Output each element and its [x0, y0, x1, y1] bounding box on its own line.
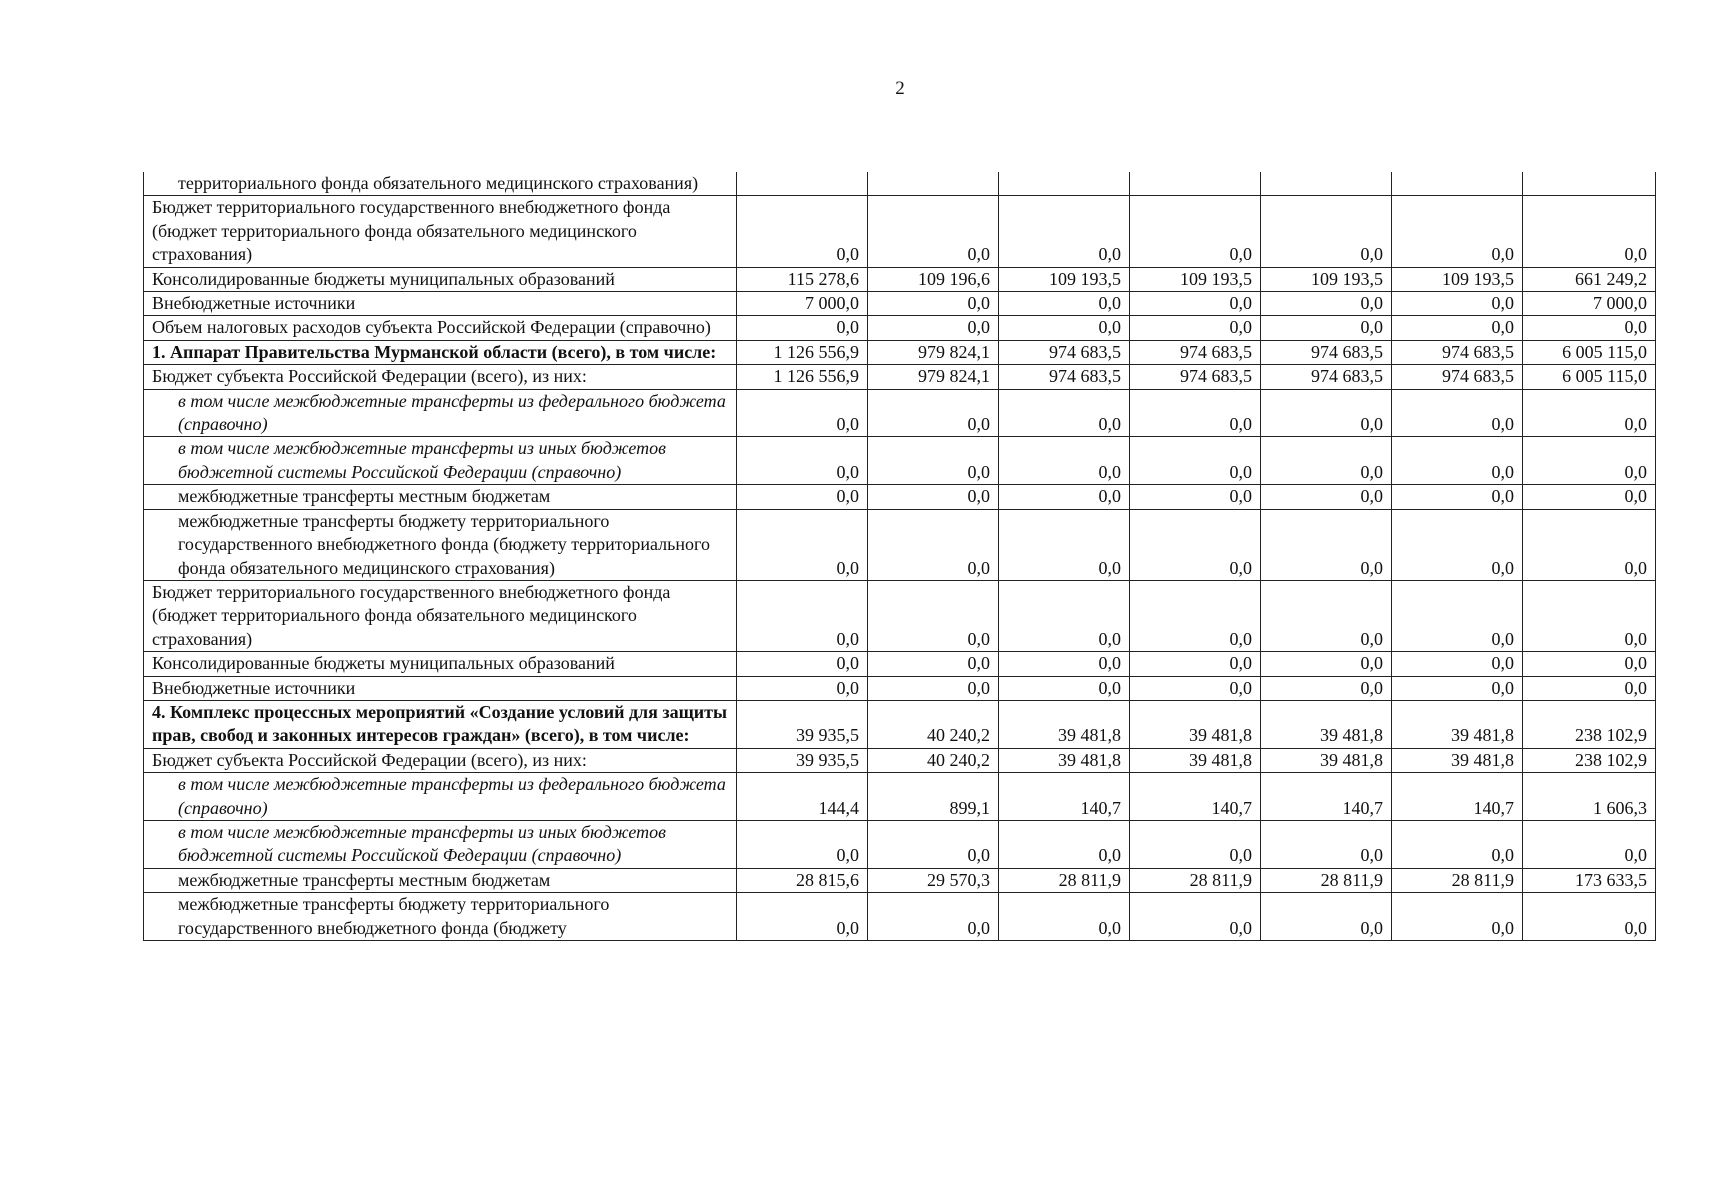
- row-label: территориального фонда обязательного медицинского страхования): [144, 172, 737, 196]
- value-cell: 0,0: [868, 316, 999, 340]
- value-cell: 0,0: [1392, 292, 1523, 316]
- row-label: в том числе межбюджетные трансферты из иных бюджетов бюджетной системы Российской Федерации (справочно): [144, 437, 737, 485]
- value-cell: 0,0: [1392, 820, 1523, 868]
- value-cell: 109 193,5: [1130, 267, 1261, 291]
- value-cell: 1 126 556,9: [737, 365, 868, 389]
- row-label: Бюджет субъекта Российской Федерации (всего), из них:: [144, 748, 737, 772]
- value-cell: 0,0: [1392, 316, 1523, 340]
- value-cell: 0,0: [1130, 676, 1261, 700]
- value-cell: [868, 172, 999, 196]
- value-cell: [1130, 172, 1261, 196]
- value-cell: 0,0: [737, 820, 868, 868]
- value-cell: 0,0: [1392, 580, 1523, 651]
- value-cell: 39 481,8: [999, 700, 1130, 748]
- value-cell: 0,0: [868, 437, 999, 485]
- value-cell: 0,0: [1261, 485, 1392, 509]
- value-cell: 974 683,5: [999, 365, 1130, 389]
- row-label: межбюджетные трансферты местным бюджетам: [144, 485, 737, 509]
- value-cell: 0,0: [737, 652, 868, 676]
- table-row: [144, 485, 1656, 509]
- budget-table: [143, 172, 1656, 941]
- value-cell: 974 683,5: [1261, 340, 1392, 364]
- value-cell: 0,0: [1130, 292, 1261, 316]
- table-row: [144, 580, 1656, 651]
- row-label: Объем налоговых расходов субъекта Российской Федерации (справочно): [144, 316, 737, 340]
- value-cell: 0,0: [1130, 437, 1261, 485]
- value-cell: 28 811,9: [999, 868, 1130, 892]
- page-number: 2: [895, 78, 905, 99]
- table-row: [144, 820, 1656, 868]
- value-cell: 0,0: [1523, 485, 1656, 509]
- value-cell: 974 683,5: [1130, 340, 1261, 364]
- value-cell: 0,0: [737, 509, 868, 580]
- table-row: [144, 773, 1656, 821]
- budget-table-body: [144, 172, 1656, 941]
- value-cell: 140,7: [1130, 773, 1261, 821]
- value-cell: 39 481,8: [1130, 748, 1261, 772]
- value-cell: 0,0: [1261, 316, 1392, 340]
- value-cell: 39 935,5: [737, 700, 868, 748]
- value-cell: 140,7: [1261, 773, 1392, 821]
- value-cell: 7 000,0: [737, 292, 868, 316]
- row-label: Бюджет территориального государственного внебюджетного фонда (бюджет территориального фонда обязательного медицинского страхования): [144, 580, 737, 651]
- value-cell: 0,0: [1130, 509, 1261, 580]
- value-cell: 39 481,8: [1392, 700, 1523, 748]
- value-cell: [1523, 172, 1656, 196]
- value-cell: 0,0: [1261, 893, 1392, 941]
- value-cell: [1392, 172, 1523, 196]
- value-cell: 0,0: [1392, 509, 1523, 580]
- value-cell: 0,0: [868, 389, 999, 437]
- table-row: [144, 292, 1656, 316]
- row-label: Внебюджетные источники: [144, 292, 737, 316]
- value-cell: 0,0: [868, 820, 999, 868]
- row-label: Бюджет территориального государственного внебюджетного фонда (бюджет территориального фонда обязательного медицинского страхования): [144, 196, 737, 267]
- value-cell: [737, 172, 868, 196]
- value-cell: 7 000,0: [1523, 292, 1656, 316]
- value-cell: 0,0: [1392, 196, 1523, 267]
- row-label: межбюджетные трансферты бюджету территориального государственного внебюджетного фонда (бюджету: [144, 893, 737, 941]
- value-cell: 0,0: [868, 676, 999, 700]
- value-cell: 0,0: [999, 676, 1130, 700]
- value-cell: 0,0: [1523, 893, 1656, 941]
- row-label: 1. Аппарат Правительства Мурманской области (всего), в том числе:: [144, 340, 737, 364]
- value-cell: 238 102,9: [1523, 700, 1656, 748]
- value-cell: 0,0: [868, 292, 999, 316]
- value-cell: 0,0: [999, 437, 1130, 485]
- value-cell: 0,0: [1261, 509, 1392, 580]
- value-cell: 39 481,8: [1392, 748, 1523, 772]
- value-cell: 0,0: [737, 389, 868, 437]
- value-cell: 28 811,9: [1130, 868, 1261, 892]
- value-cell: 0,0: [868, 196, 999, 267]
- value-cell: 974 683,5: [1130, 365, 1261, 389]
- value-cell: 28 811,9: [1392, 868, 1523, 892]
- value-cell: 974 683,5: [1261, 365, 1392, 389]
- table-row: [144, 316, 1656, 340]
- value-cell: 0,0: [1523, 509, 1656, 580]
- value-cell: 0,0: [1523, 437, 1656, 485]
- value-cell: 0,0: [1261, 196, 1392, 267]
- row-label: Консолидированные бюджеты муниципальных образований: [144, 652, 737, 676]
- table-row: [144, 340, 1656, 364]
- value-cell: 0,0: [868, 509, 999, 580]
- value-cell: 0,0: [1392, 676, 1523, 700]
- table-row: [144, 676, 1656, 700]
- value-cell: 0,0: [1261, 652, 1392, 676]
- value-cell: 974 683,5: [1392, 340, 1523, 364]
- value-cell: 899,1: [868, 773, 999, 821]
- value-cell: 28 815,6: [737, 868, 868, 892]
- value-cell: 40 240,2: [868, 748, 999, 772]
- value-cell: 0,0: [868, 893, 999, 941]
- value-cell: 140,7: [1392, 773, 1523, 821]
- row-label: межбюджетные трансферты бюджету территориального государственного внебюджетного фонда (бюджету территориального фонда обязательного медицинского страхования): [144, 509, 737, 580]
- value-cell: 0,0: [1392, 893, 1523, 941]
- value-cell: 0,0: [1130, 196, 1261, 267]
- value-cell: 0,0: [1523, 196, 1656, 267]
- value-cell: 0,0: [1261, 437, 1392, 485]
- value-cell: 115 278,6: [737, 267, 868, 291]
- table-row: [144, 893, 1656, 941]
- row-label: межбюджетные трансферты местным бюджетам: [144, 868, 737, 892]
- value-cell: 0,0: [1523, 389, 1656, 437]
- value-cell: 0,0: [737, 485, 868, 509]
- value-cell: 0,0: [1523, 316, 1656, 340]
- value-cell: 109 193,5: [999, 267, 1130, 291]
- value-cell: 39 481,8: [1261, 700, 1392, 748]
- value-cell: 0,0: [1130, 652, 1261, 676]
- value-cell: 1 126 556,9: [737, 340, 868, 364]
- table-row: [144, 196, 1656, 267]
- value-cell: 0,0: [999, 292, 1130, 316]
- value-cell: 979 824,1: [868, 340, 999, 364]
- value-cell: 0,0: [999, 652, 1130, 676]
- value-cell: 0,0: [1130, 316, 1261, 340]
- value-cell: 0,0: [1261, 580, 1392, 651]
- row-label: в том числе межбюджетные трансферты из федерального бюджета (справочно): [144, 773, 737, 821]
- value-cell: 6 005 115,0: [1523, 365, 1656, 389]
- value-cell: 0,0: [737, 580, 868, 651]
- value-cell: 0,0: [999, 509, 1130, 580]
- value-cell: 0,0: [1261, 292, 1392, 316]
- value-cell: 144,4: [737, 773, 868, 821]
- value-cell: 0,0: [868, 580, 999, 651]
- value-cell: 39 481,8: [1130, 700, 1261, 748]
- value-cell: 0,0: [1523, 676, 1656, 700]
- table-row: [144, 509, 1656, 580]
- value-cell: 0,0: [1392, 652, 1523, 676]
- value-cell: 0,0: [1261, 820, 1392, 868]
- value-cell: 0,0: [999, 893, 1130, 941]
- value-cell: 974 683,5: [1392, 365, 1523, 389]
- table-row: [144, 700, 1656, 748]
- value-cell: 0,0: [999, 820, 1130, 868]
- table-row: [144, 389, 1656, 437]
- value-cell: 0,0: [999, 485, 1130, 509]
- row-label: в том числе межбюджетные трансферты из иных бюджетов бюджетной системы Российской Федерации (справочно): [144, 820, 737, 868]
- row-label: Внебюджетные источники: [144, 676, 737, 700]
- value-cell: 0,0: [1130, 389, 1261, 437]
- table-row: [144, 652, 1656, 676]
- value-cell: 0,0: [737, 676, 868, 700]
- value-cell: 0,0: [737, 316, 868, 340]
- value-cell: 109 193,5: [1392, 267, 1523, 291]
- row-label: Бюджет субъекта Российской Федерации (всего), из них:: [144, 365, 737, 389]
- row-label: Консолидированные бюджеты муниципальных образований: [144, 267, 737, 291]
- value-cell: 6 005 115,0: [1523, 340, 1656, 364]
- value-cell: 0,0: [999, 196, 1130, 267]
- value-cell: 0,0: [1523, 652, 1656, 676]
- value-cell: 0,0: [1261, 389, 1392, 437]
- value-cell: 39 481,8: [999, 748, 1130, 772]
- value-cell: 0,0: [1130, 485, 1261, 509]
- value-cell: 39 481,8: [1261, 748, 1392, 772]
- value-cell: 0,0: [999, 580, 1130, 651]
- value-cell: 0,0: [1130, 820, 1261, 868]
- value-cell: 974 683,5: [999, 340, 1130, 364]
- table-row: [144, 437, 1656, 485]
- value-cell: 0,0: [737, 893, 868, 941]
- value-cell: 28 811,9: [1261, 868, 1392, 892]
- value-cell: 0,0: [737, 196, 868, 267]
- value-cell: 109 193,5: [1261, 267, 1392, 291]
- value-cell: 0,0: [868, 485, 999, 509]
- table-row: [144, 748, 1656, 772]
- value-cell: 0,0: [999, 389, 1130, 437]
- value-cell: 661 249,2: [1523, 267, 1656, 291]
- table-row: [144, 868, 1656, 892]
- value-cell: 109 196,6: [868, 267, 999, 291]
- value-cell: 39 935,5: [737, 748, 868, 772]
- value-cell: 140,7: [999, 773, 1130, 821]
- value-cell: 0,0: [1392, 437, 1523, 485]
- value-cell: 0,0: [868, 652, 999, 676]
- value-cell: 0,0: [1261, 676, 1392, 700]
- value-cell: 29 570,3: [868, 868, 999, 892]
- value-cell: 1 606,3: [1523, 773, 1656, 821]
- value-cell: 173 633,5: [1523, 868, 1656, 892]
- value-cell: 979 824,1: [868, 365, 999, 389]
- value-cell: 0,0: [1523, 820, 1656, 868]
- value-cell: 238 102,9: [1523, 748, 1656, 772]
- value-cell: 0,0: [1130, 580, 1261, 651]
- row-label: в том числе межбюджетные трансферты из федерального бюджета (справочно): [144, 389, 737, 437]
- value-cell: 40 240,2: [868, 700, 999, 748]
- value-cell: 0,0: [1392, 389, 1523, 437]
- value-cell: 0,0: [1130, 893, 1261, 941]
- value-cell: 0,0: [1392, 485, 1523, 509]
- value-cell: 0,0: [737, 437, 868, 485]
- value-cell: 0,0: [1523, 580, 1656, 651]
- table-row: [144, 267, 1656, 291]
- value-cell: [999, 172, 1130, 196]
- table-row: [144, 172, 1656, 196]
- table-row: [144, 365, 1656, 389]
- value-cell: [1261, 172, 1392, 196]
- row-label: 4. Комплекс процессных мероприятий «Создание условий для защиты прав, свобод и законных интересов граждан» (всего), в том числе:: [144, 700, 737, 748]
- value-cell: 0,0: [999, 316, 1130, 340]
